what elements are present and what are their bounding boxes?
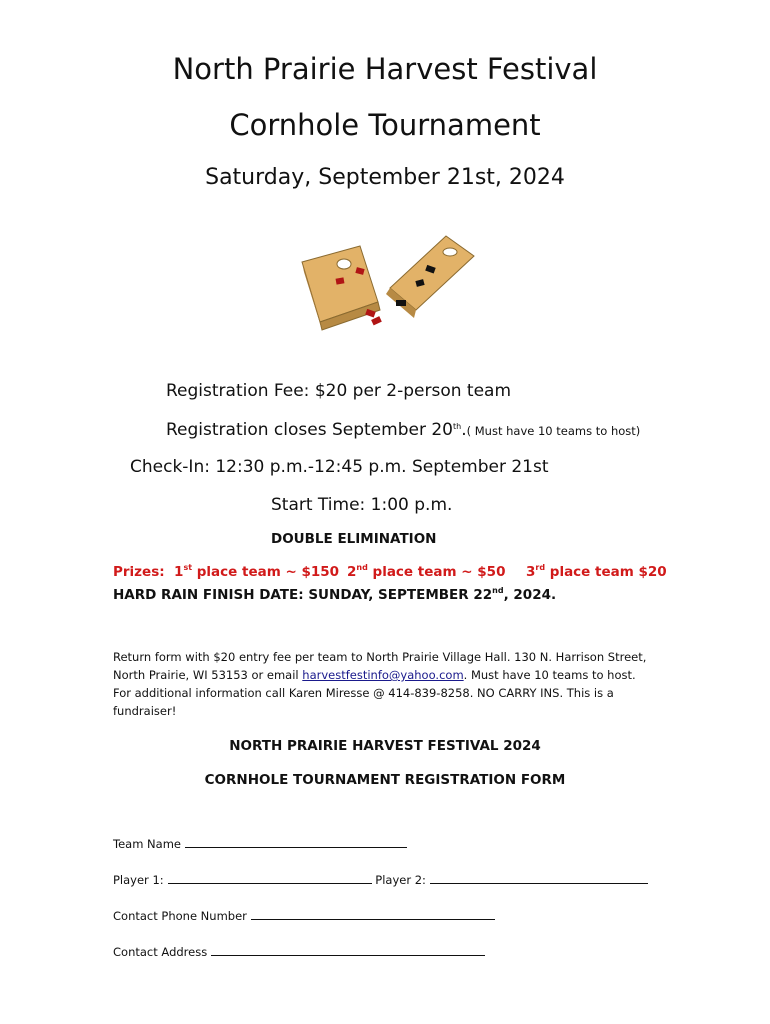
title-line-2: Cornhole Tournament (229, 108, 541, 142)
address-field[interactable] (211, 944, 485, 956)
phone-field[interactable] (251, 908, 495, 920)
player2-label: Player 2: (375, 873, 426, 887)
registration-fee: Registration Fee: $20 per 2-person team (166, 381, 512, 401)
return-instructions (113, 648, 653, 720)
player1-label: Player 1: (113, 873, 164, 887)
return-text-1: Return form with $20 entry fee per team to North Prairie Village Hall. 130 N. Harrison Street, North Prairie, WI 53153 or email (113, 650, 647, 682)
event-date: Saturday, September 21st, 2024 (205, 165, 565, 190)
team-name-row (113, 836, 407, 851)
cornhole-boards-icon (298, 232, 476, 332)
third-prize-sup: rd (535, 563, 546, 572)
tournament-format: DOUBLE ELIMINATION (271, 531, 437, 547)
players-row (113, 872, 648, 887)
address-row (113, 944, 485, 959)
third-prize-text: place team $20 (545, 564, 667, 580)
player1-field[interactable] (168, 872, 372, 884)
second-prize-num: 2 (347, 564, 357, 580)
title-line-1: North Prairie Harvest Festival (172, 52, 598, 86)
closes-sup: th (452, 422, 462, 431)
registration-closes (166, 420, 640, 440)
second-prize-sup: nd (356, 563, 368, 572)
third-prize-num: 3 (526, 564, 536, 580)
email-link[interactable]: harvestfestinfo@yahoo.com (302, 668, 464, 682)
form-heading-2: CORNHOLE TOURNAMENT REGISTRATION FORM (204, 772, 566, 788)
check-in: Check-In: 12:30 p.m.-12:45 p.m. September 21st (130, 457, 549, 477)
return-text-2: . Must have 10 teams to host. For additional information call Karen Miresse @ 414-839-8258. NO CARRY INS. This is a fundraiser! (113, 668, 636, 718)
address-label: Contact Address (113, 945, 208, 959)
first-prize-sup: st (183, 563, 193, 572)
closes-text: Registration closes September 20 (166, 420, 453, 440)
prizes-label: Prizes: (113, 564, 165, 580)
first-prize-text: place team ~ $150 (192, 564, 340, 580)
start-time: Start Time: 1:00 p.m. (271, 495, 453, 515)
first-prize-num: 1 (174, 564, 184, 580)
second-prize (347, 564, 505, 580)
phone-label: Contact Phone Number (113, 909, 247, 923)
rain-date-suffix: , 2024. (503, 587, 557, 603)
player2-field[interactable] (430, 872, 648, 884)
rain-date-sup: nd (492, 586, 504, 595)
third-prize (526, 564, 667, 580)
closes-note: ( Must have 10 teams to host) (466, 424, 641, 438)
closes-suffix: . (461, 420, 467, 440)
prizes-line (113, 564, 339, 580)
team-name-field[interactable] (185, 836, 407, 848)
form-heading-1: NORTH PRAIRIE HARVEST FESTIVAL 2024 (229, 738, 541, 754)
second-prize-text: place team ~ $50 (367, 564, 506, 580)
team-name-label: Team Name (113, 837, 181, 851)
rain-date (113, 587, 556, 603)
rain-date-text: HARD RAIN FINISH DATE: SUNDAY, SEPTEMBER 22 (113, 587, 493, 603)
phone-row (113, 908, 495, 923)
